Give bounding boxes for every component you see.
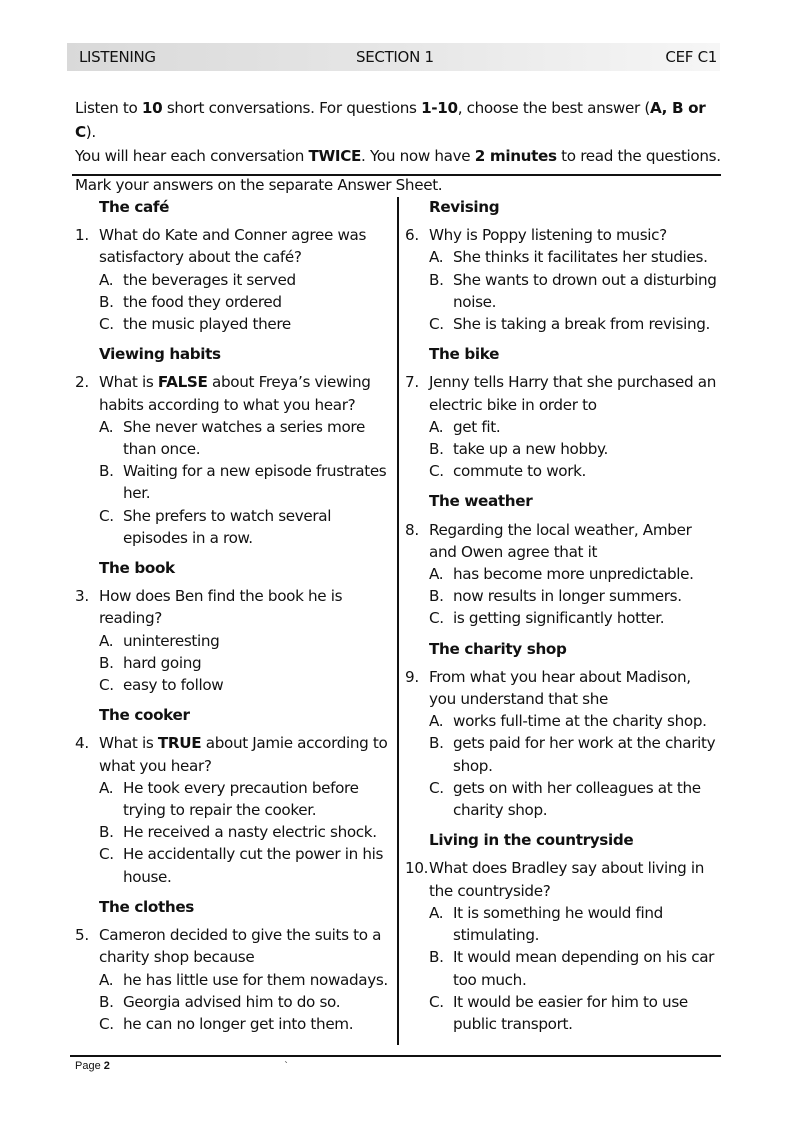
option-text: It would mean depending on his car too much. [453, 948, 715, 989]
question-number: 5. [75, 926, 89, 945]
option-letter: C. [429, 462, 444, 481]
answer-option [75, 460, 390, 504]
section-header-band [67, 43, 720, 71]
option-letter: C. [429, 315, 444, 334]
option-letter: B. [429, 270, 444, 289]
instr-text: to read the questions. [556, 147, 721, 165]
header-section-label: SECTION 1 [356, 48, 434, 66]
question-number: 4. [75, 734, 89, 753]
answer-option [405, 710, 720, 732]
answer-option [75, 969, 390, 991]
option-text: She never watches a series more than once. [123, 417, 365, 459]
question-block [405, 196, 720, 335]
option-letter: C. [429, 609, 444, 628]
question-stem [75, 732, 390, 776]
option-text: take up a new hobby. [453, 440, 608, 459]
answer-option [405, 246, 720, 268]
question-text: Jenny tells Harry that she purchased an electric bike in order to [429, 373, 716, 414]
option-text: She wants to drown out a disturbing noise. [453, 270, 717, 311]
question-topic-title: The bike [429, 345, 500, 364]
instructions [75, 96, 725, 197]
question-number: 8. [405, 520, 419, 539]
question-number: 3. [75, 587, 89, 606]
question-stem [75, 585, 390, 629]
answer-options [75, 969, 390, 1036]
question-stem [405, 666, 720, 710]
option-text: now results in longer summers. [453, 587, 682, 606]
question-stem [75, 224, 390, 268]
question-text: What is [99, 734, 158, 753]
answer-options [405, 710, 720, 821]
question-topic-title: Viewing habits [99, 345, 221, 364]
option-letter: C. [429, 778, 444, 797]
question-text: Regarding the local weather, Amber and Owen agree that it [429, 520, 692, 561]
option-letter: B. [99, 823, 114, 842]
question-stem [405, 519, 720, 563]
option-letter: B. [99, 462, 114, 481]
page-label: Page [75, 1060, 104, 1072]
option-text: easy to follow [123, 676, 224, 695]
question-text: What is [99, 373, 158, 392]
option-letter: A. [99, 417, 114, 436]
question-number: 1. [75, 226, 89, 245]
answer-option [75, 777, 390, 821]
column-divider [397, 197, 399, 1045]
option-letter: B. [429, 734, 444, 753]
answer-options [75, 630, 390, 697]
question-block [75, 896, 390, 1035]
instr-text: You will hear each conversation [75, 147, 309, 165]
question-number: 6. [405, 226, 419, 245]
question-stem [75, 924, 390, 968]
option-text: uninteresting [123, 631, 220, 650]
instr-bold: 10 [141, 99, 163, 117]
question-topic-title: Revising [429, 198, 500, 216]
instr-bold: 2 minutes [474, 147, 557, 165]
option-text: gets on with her colleagues at the charity shop. [453, 778, 701, 820]
answer-option [405, 946, 720, 990]
option-letter: C. [99, 1014, 114, 1033]
answer-option [405, 777, 720, 821]
option-text: the food they ordered [123, 292, 282, 311]
option-text: has become more unpredictable. [453, 565, 694, 584]
question-topic-title: The book [99, 559, 175, 578]
answer-option [405, 416, 720, 438]
answer-options [405, 246, 720, 335]
instructions-line-3: Mark your answers on the separate Answer Sheet. [75, 176, 443, 194]
answer-option [75, 1013, 390, 1035]
answer-options [405, 902, 720, 1035]
header-skill-label: LISTENING [79, 48, 156, 66]
option-letter: B. [429, 587, 444, 606]
answer-option [405, 313, 720, 335]
answer-option [75, 821, 390, 843]
question-block [75, 343, 390, 549]
option-letter: B. [99, 992, 114, 1011]
option-text: get fit. [453, 417, 501, 436]
option-letter: A. [429, 248, 444, 267]
option-text: It would be easier for him to use public transport. [453, 992, 688, 1033]
stray-mark: ` [284, 1061, 289, 1072]
question-topic-title: Living in the countryside [429, 831, 634, 850]
question-text: What do Kate and Conner agree was satisfactory about the café? [99, 226, 367, 267]
question-text: How does Ben find the book he is reading? [99, 587, 343, 628]
answer-option [75, 313, 390, 335]
answer-options [405, 416, 720, 483]
answer-option [75, 991, 390, 1013]
question-text: Why is Poppy listening to music? [429, 226, 667, 245]
option-letter: A. [99, 270, 114, 289]
option-text: She prefers to watch several episodes in a row. [123, 506, 332, 547]
question-emphasis: FALSE [157, 373, 208, 392]
question-number: 7. [405, 373, 419, 392]
bottom-divider-rule [70, 1055, 721, 1057]
questions-column-left [75, 196, 390, 1043]
option-text: She thinks it facilitates her studies. [453, 248, 708, 267]
answer-option [405, 607, 720, 629]
option-text: works full-time at the charity shop. [453, 712, 707, 731]
option-text: the music played there [123, 315, 291, 334]
option-letter: A. [429, 565, 444, 584]
instr-text: . You now have [361, 147, 475, 165]
question-emphasis: TRUE [157, 734, 202, 753]
option-letter: B. [429, 440, 444, 459]
question-stem [405, 224, 720, 246]
header-level-label: CEF C1 [665, 48, 717, 66]
instr-bold: A, B or C [75, 99, 706, 141]
answer-option [75, 674, 390, 696]
answer-option [405, 585, 720, 607]
option-text: He took every precaution before trying to repair the cooker. [123, 778, 359, 820]
question-topic-title: The weather [429, 492, 533, 511]
option-letter: C. [429, 992, 444, 1011]
answer-option [75, 630, 390, 652]
answer-options [405, 563, 720, 630]
option-letter: B. [99, 292, 114, 311]
option-text: He accidentally cut the power in his house. [123, 845, 384, 886]
question-block [405, 829, 720, 1035]
option-letter: A. [99, 631, 114, 650]
option-letter: B. [99, 653, 114, 672]
option-text: It is something he would find stimulating. [453, 903, 663, 945]
instr-text: Listen to [75, 99, 142, 117]
answer-option [75, 416, 390, 460]
question-block [75, 704, 390, 888]
option-text: Georgia advised him to do so. [123, 992, 341, 1011]
option-letter: A. [429, 903, 444, 922]
instr-bold: 1-10 [421, 99, 458, 117]
answer-option [75, 291, 390, 313]
answer-option [405, 732, 720, 776]
instr-text: , choose the best answer ( [457, 99, 650, 117]
question-block [405, 490, 720, 629]
answer-option [405, 269, 720, 313]
question-text: From what you hear about Madison, you understand that she [429, 667, 691, 709]
option-text: commute to work. [453, 462, 587, 481]
option-letter: B. [429, 948, 444, 967]
question-topic-title: The café [99, 198, 170, 216]
option-letter: A. [429, 712, 444, 731]
answer-options [75, 777, 390, 888]
question-topic-title: The cooker [99, 706, 190, 725]
option-text: hard going [123, 653, 202, 672]
instr-bold: TWICE [308, 147, 362, 165]
answer-options [75, 269, 390, 336]
answer-option [405, 902, 720, 946]
question-topic-title: The clothes [99, 897, 194, 916]
option-letter: A. [429, 417, 444, 436]
option-text: He received a nasty electric shock. [123, 823, 377, 842]
question-number: 2. [75, 373, 89, 392]
option-letter: C. [99, 506, 114, 525]
question-stem [75, 371, 390, 415]
answer-option [405, 438, 720, 460]
option-letter: A. [99, 778, 114, 797]
questions-column-right [405, 196, 720, 1043]
page-number: 2 [103, 1060, 110, 1072]
question-topic-title: The charity shop [429, 639, 567, 658]
question-block [405, 638, 720, 822]
question-text: about Jamie according to what you hear? [99, 734, 388, 775]
answer-option [405, 563, 720, 585]
option-text: the beverages it served [123, 270, 296, 289]
answer-option [75, 505, 390, 549]
question-number: 9. [405, 667, 419, 686]
instructions-line-1 [75, 96, 725, 144]
answer-option [75, 843, 390, 887]
option-letter: A. [99, 970, 114, 989]
option-letter: C. [99, 315, 114, 334]
page-footer [75, 1060, 110, 1072]
question-block [405, 343, 720, 482]
answer-option [405, 991, 720, 1035]
option-letter: C. [99, 845, 114, 864]
question-text: Cameron decided to give the suits to a charity shop because [99, 926, 382, 967]
question-text: What does Bradley say about living in the countryside? [429, 859, 705, 900]
option-text: She is taking a break from revising. [453, 315, 710, 334]
answer-option [75, 652, 390, 674]
question-stem [405, 857, 720, 901]
option-text: Waiting for a new episode frustrates her. [123, 462, 387, 503]
top-divider-rule [72, 174, 721, 176]
option-letter: C. [99, 676, 114, 695]
question-block [75, 557, 390, 696]
question-block [75, 196, 390, 335]
option-text: he has little use for them nowadays. [123, 970, 388, 989]
answer-option [405, 460, 720, 482]
instructions-line-2 [75, 144, 725, 168]
option-text: gets paid for her work at the charity shop. [453, 734, 716, 775]
answer-option [75, 269, 390, 291]
answer-options [75, 416, 390, 549]
option-text: he can no longer get into them. [123, 1014, 354, 1033]
question-stem [405, 371, 720, 415]
instr-text: short conversations. For questions [162, 99, 422, 117]
option-text: is getting significantly hotter. [453, 609, 665, 628]
question-number: 10. [405, 859, 429, 878]
question-text: about Freya’s viewing habits according to what you hear? [99, 373, 371, 414]
instr-text: ). [85, 123, 96, 141]
